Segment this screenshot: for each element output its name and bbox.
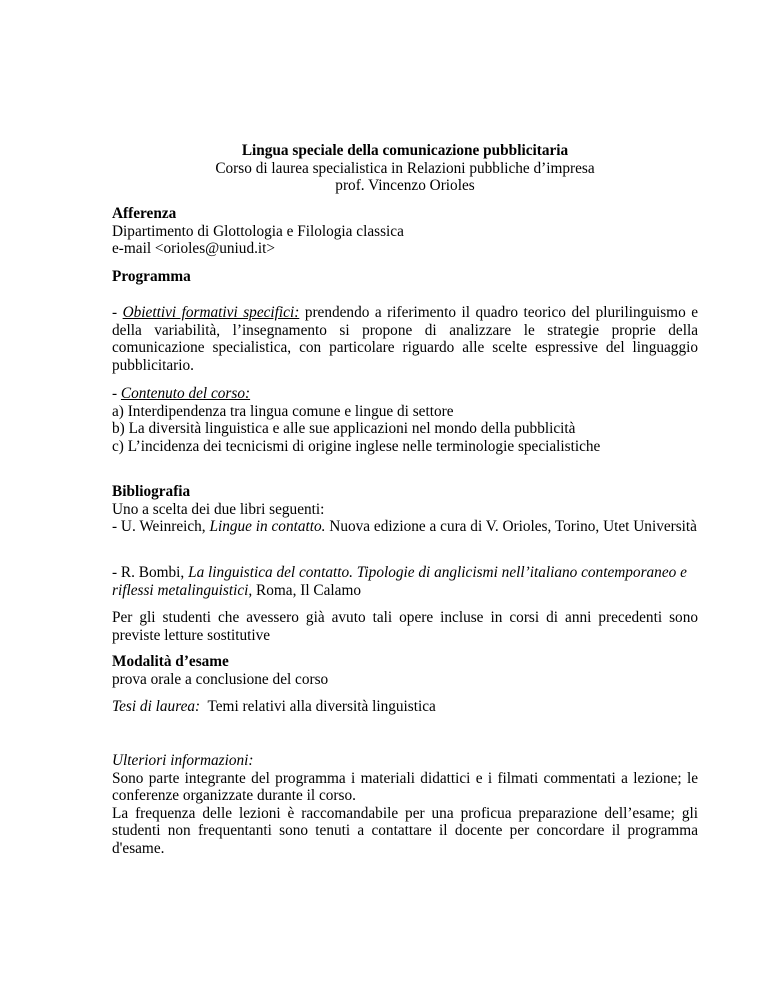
- course-title: Lingua speciale della comunicazione pubblicitaria: [241, 142, 569, 159]
- programma-heading: Programma: [112, 268, 191, 285]
- document-header: [112, 142, 698, 195]
- ulteriori-paragraph-1: Sono parte integrante del programma i materiali didattici e i filmati commentati a lezione; le conferenze organizzate durante il corso.: [112, 769, 698, 805]
- reference-2-title: La linguistica del contatto. Tipologie di anglicismi nell’italiano contemporaneo e riflessi metalinguistici,: [112, 564, 687, 599]
- list-item: c) L’incidenza dei tecnicismi di origine inglese nelle terminologie specialistiche: [112, 437, 601, 455]
- afferenza-heading: Afferenza: [112, 205, 177, 222]
- email-text: e-mail <orioles@uniud.it>: [112, 240, 276, 258]
- tesi-section: [112, 698, 698, 716]
- tesi-text: Temi relativi alla diversità linguistica: [200, 698, 436, 715]
- degree-program: Corso di laurea specialistica in Relazioni pubbliche d’impresa: [215, 159, 595, 177]
- bibliografia-intro: Uno a scelta dei due libri seguenti:: [112, 500, 325, 518]
- ulteriori-label: Ulteriori informazioni:: [112, 752, 254, 769]
- reference-1: - U. Weinreich, Lingue in contatto. Nuova edizione a cura di V. Orioles, Torino, Utet Università: [112, 518, 697, 536]
- obiettivi-paragraph: - Obiettivi formativi specifici: prendendo a riferimento il quadro teorico del plurilinguismo e della variabilità, l’insegnamento si propone di analizzare le strategie proprie della comunicazione specialistica, con particolare riguardo alle scelte espressive del linguaggio pubblicitario.: [112, 304, 699, 374]
- bibliografia-note: Per gli studenti che avessero già avuto tali opere incluse in corsi di anni precedenti sono previste letture sostitutive: [112, 609, 698, 644]
- programma-heading-block: [112, 268, 698, 286]
- contenuto-section: - Contenuto del corso: a) Interdipendenza tra lingua comune e lingue di settore b) La diversità linguistica e alle sue applicazioni nel mondo della pubblicità c) L’incidenza dei tecnicismi di origine inglese nelle terminologie specialistiche: [112, 385, 698, 455]
- ulteriori-paragraph-2: La frequenza delle lezioni è raccomandabile per una proficua preparazione dell’esame; gli studenti non frequentanti sono tenuti a contattare il docente per concordare il programma d'esame.: [112, 804, 698, 857]
- reference-2: - R. Bombi, La linguistica del contatto. Tipologie di anglicismi nell’italiano contemporaneo e riflessi metalinguistici, Roma, Il Calamo: [112, 564, 687, 599]
- department-text: Dipartimento di Glottologia e Filologia classica: [112, 222, 404, 240]
- obiettivi-text: prendendo a riferimento il quadro teorico del plurilinguismo e della variabilità, l’insegnamento si propone di analizzare le strategie proprie della comunicazione specialistica, con particolare riguardo alle scelte espressive del linguaggio pubblicitario.: [112, 304, 699, 374]
- reference-1-title: Lingue in contatto.: [209, 518, 326, 536]
- obiettivi-label: Obiettivi formativi specifici:: [122, 304, 300, 321]
- list-item: a) Interdipendenza tra lingua comune e lingue di settore: [112, 402, 454, 420]
- tesi-label: Tesi di laurea:: [112, 698, 201, 715]
- bibliografia-heading: Bibliografia: [112, 483, 191, 500]
- afferenza-section: [112, 205, 698, 258]
- esame-text: prova orale a conclusione del corso: [112, 670, 329, 688]
- professor-name: prof. Vincenzo Orioles: [335, 177, 475, 195]
- list-item: b) La diversità linguistica e alle sue applicazioni nel mondo della pubblicità: [112, 420, 576, 438]
- esame-section: [112, 653, 698, 688]
- bibliografia-section: [112, 483, 698, 536]
- esame-heading: Modalità d’esame: [112, 653, 229, 670]
- contenuto-label: Contenuto del corso:: [120, 385, 251, 402]
- ulteriori-section: [112, 752, 698, 858]
